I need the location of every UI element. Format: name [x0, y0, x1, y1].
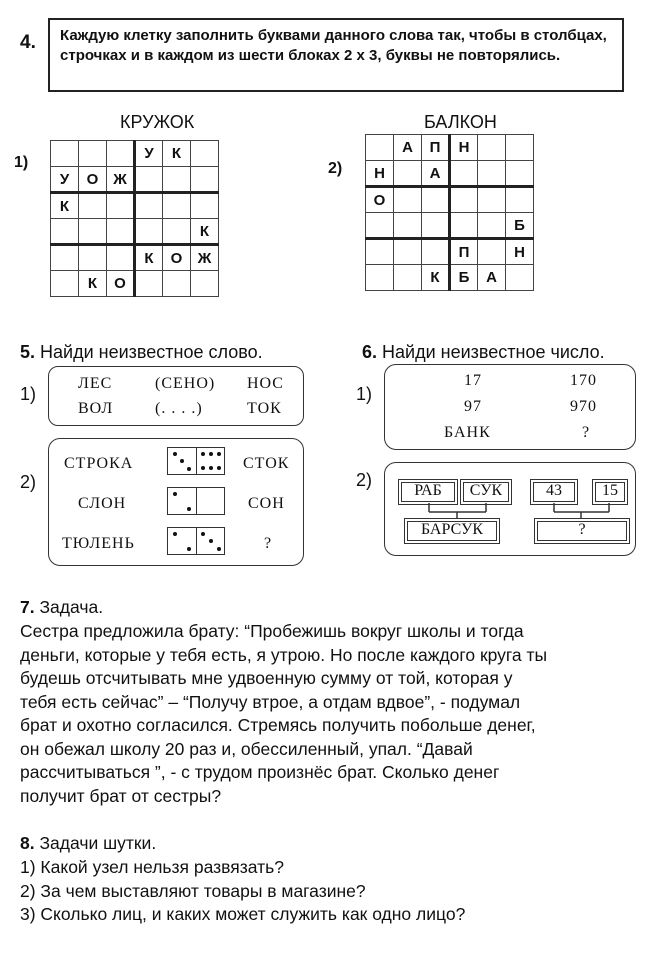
grid-cell: Н [366, 161, 394, 187]
t5p1-f: ТОК [247, 400, 282, 417]
grid-cell: К [79, 271, 107, 297]
t6p2-box-barsuk [404, 518, 500, 544]
grid-cell [366, 239, 394, 265]
domino-2 [167, 487, 225, 515]
task5-p1-label: 1) [20, 384, 37, 404]
grid-cell [51, 245, 79, 271]
t6p2-b6: ? [578, 521, 586, 538]
grid-cell [191, 167, 219, 193]
puzzle1-word: КРУЖОК [120, 112, 195, 132]
task4-instructions: Каждую клетку заполнить буквами данного слова так, чтобы в столбцах, строчках и в каждом из шести блоках 2 х 3, буквы не повторялись. [48, 18, 624, 92]
task7-line: будешь отсчитывать мне удвоенную сумму от той, которая у [20, 668, 513, 688]
t6p2-b5: БАРСУК [420, 521, 484, 538]
t5p1-c: НОС [247, 375, 284, 392]
grid-cell [478, 187, 506, 213]
grid-cell: Н [506, 239, 534, 265]
puzzle2-label: 2) [328, 160, 343, 177]
grid-row [366, 265, 534, 291]
t6p2-box-rab [398, 479, 458, 505]
grid-cell: К [422, 265, 450, 291]
grid-cell: О [366, 187, 394, 213]
grid-row [366, 213, 534, 239]
grid-cell [163, 193, 191, 219]
domino-2-left [168, 488, 196, 514]
grid-cell [79, 245, 107, 271]
grid-cell [450, 161, 478, 187]
grid-row [366, 135, 534, 161]
task7-line: брат и охотно согласился. Стремясь получить побольше денег, [20, 715, 536, 735]
domino-3-right [196, 528, 225, 554]
grid-cell [506, 187, 534, 213]
grid-cell: К [191, 219, 219, 245]
grid-cell: А [478, 265, 506, 291]
grid-row [51, 245, 219, 271]
task6-title-row [362, 342, 605, 363]
task8-heading-text: Задачи шутки. [39, 833, 157, 853]
grid-cell [163, 167, 191, 193]
grid-row [51, 271, 219, 297]
task8-heading [20, 832, 156, 856]
grid-cell [506, 161, 534, 187]
task6-number: 6. [362, 342, 378, 362]
grid-cell: Н [450, 135, 478, 161]
grid-row [51, 141, 219, 167]
grid-cell [366, 265, 394, 291]
grid-cell [107, 219, 135, 245]
grid-cell: О [163, 245, 191, 271]
t6p2-box-43 [530, 479, 578, 505]
task6-p1-frame [384, 364, 636, 450]
grid-cell [394, 239, 422, 265]
grid-cell [366, 135, 394, 161]
grid-cell: К [135, 245, 163, 271]
task7-line: деньги, которые у тебя есть, я утрою. Но после каждого круга ты [20, 644, 548, 665]
domino-2-right [196, 488, 225, 514]
domino-3 [167, 527, 225, 555]
t6p2-b3: 43 [546, 482, 562, 499]
grid-cell: У [51, 167, 79, 193]
grid-cell [450, 187, 478, 213]
task7-line: получит брат от сестры? [20, 785, 222, 806]
task8-item: 2) За чем выставляют товары в магазине? [20, 880, 366, 901]
t6p1-c: 97 [464, 398, 482, 415]
grid-cell [478, 213, 506, 239]
grid-cell [51, 219, 79, 245]
task7-heading-text: Задача. [39, 597, 104, 617]
grid-row [51, 167, 219, 193]
task8-number: 8. [20, 833, 35, 853]
domino-1 [167, 447, 225, 475]
t6p1-b: 170 [570, 372, 597, 389]
grid-cell [79, 219, 107, 245]
t6p2-box-suk [460, 479, 512, 505]
grid-cell: К [51, 193, 79, 219]
grid-cell [51, 141, 79, 167]
grid-cell: А [394, 135, 422, 161]
grid-cell [163, 271, 191, 297]
grid-cell [478, 239, 506, 265]
grid-cell [51, 271, 79, 297]
grid-cell: А [422, 161, 450, 187]
t5p1-e: (. . . .) [155, 400, 203, 417]
grid-cell [79, 141, 107, 167]
puzzle2-word: БАЛКОН [424, 112, 497, 132]
grid-cell: Ж [191, 245, 219, 271]
t6p1-d: 970 [570, 398, 597, 415]
domino-1-right [196, 448, 225, 474]
task8-list [20, 856, 465, 927]
grid-cell [191, 193, 219, 219]
t5p2-r3a: ТЮЛЕНЬ [62, 535, 135, 552]
grid-cell [191, 141, 219, 167]
t5p1-a: ЛЕС [78, 375, 113, 392]
t5p2-r2a: СЛОН [78, 495, 127, 512]
t6p2-box-15 [592, 479, 628, 505]
grid-cell: К [163, 141, 191, 167]
grid-cell: У [135, 141, 163, 167]
puzzle1-grid [50, 140, 219, 297]
grid-row [51, 193, 219, 219]
t5p1-b: (СЕНО) [155, 375, 216, 392]
task7-line: рассчитываться ”, - с трудом произнёс брат. Сколько денег [20, 762, 500, 782]
grid-cell [394, 265, 422, 291]
t6p2-box-question [534, 518, 630, 544]
grid-row [366, 187, 534, 213]
task6-p2-label: 2) [356, 470, 373, 490]
t5p1-d: ВОЛ [78, 400, 114, 417]
task7-body [20, 620, 650, 808]
grid-cell [422, 213, 450, 239]
t6p2-b1: РАБ [414, 482, 442, 499]
grid-cell [135, 271, 163, 297]
t5p2-r3c: ? [264, 535, 273, 552]
t6p1-e: БАНК [444, 424, 491, 441]
grid-cell [394, 161, 422, 187]
task7-line: он обежал школу 20 раз и, обессиленный, упал. “Давай [20, 738, 473, 759]
domino-3-left [168, 528, 196, 554]
t6p1-f: ? [582, 424, 591, 441]
grid-row [51, 219, 219, 245]
grid-cell [107, 141, 135, 167]
grid-cell [135, 167, 163, 193]
grid-cell [422, 239, 450, 265]
grid-cell [422, 187, 450, 213]
grid-row [366, 239, 534, 265]
t6p1-a: 17 [464, 372, 482, 389]
grid-cell [135, 193, 163, 219]
grid-cell [107, 193, 135, 219]
task6-title: Найди неизвестное число. [382, 342, 605, 362]
grid-cell [450, 213, 478, 239]
puzzle2-grid [365, 134, 534, 291]
task8-item: 3) Сколько лиц, и каких может служить как одно лицо? [20, 904, 466, 924]
grid-cell [135, 219, 163, 245]
task5-number: 5. [20, 342, 36, 362]
t6p2-b4: 15 [602, 482, 618, 499]
task6-p1-label: 1) [356, 384, 373, 404]
grid-cell: Б [450, 265, 478, 291]
grid-cell [107, 245, 135, 271]
grid-cell: Ж [107, 167, 135, 193]
grid-cell [478, 135, 506, 161]
grid-cell [191, 271, 219, 297]
task7-line: Сестра предложила брату: “Пробежишь вокруг школы и тогда [20, 621, 524, 641]
task5-p2-label: 2) [20, 472, 37, 492]
grid-cell: П [422, 135, 450, 161]
grid-cell: Б [506, 213, 534, 239]
t5p2-r1a: СТРОКА [64, 455, 134, 472]
task7-heading [20, 596, 103, 620]
grid-cell [394, 213, 422, 239]
grid-cell: О [79, 167, 107, 193]
grid-cell [366, 213, 394, 239]
grid-cell: О [107, 271, 135, 297]
grid-cell [478, 161, 506, 187]
grid-cell [506, 135, 534, 161]
grid-cell [394, 187, 422, 213]
grid-cell [163, 219, 191, 245]
task4-number: 4. [20, 32, 36, 53]
grid-cell [506, 265, 534, 291]
t5p2-r1c: СТОК [243, 455, 290, 472]
grid-row [366, 161, 534, 187]
domino-1-left [168, 448, 196, 474]
task8-item: 1) Какой узел нельзя развязать? [20, 857, 284, 877]
grid-cell [79, 193, 107, 219]
puzzle1-label: 1) [14, 154, 29, 171]
t6p2-b2: СУК [469, 482, 503, 499]
task5-title-row [20, 342, 263, 363]
task7-line: тебя есть сейчас” – “Получу втрое, а отдам вдвое”, - подумал [20, 691, 521, 712]
task5-title: Найди неизвестное слово. [40, 342, 263, 362]
t5p2-r2c: СОН [248, 495, 285, 512]
grid-cell: П [450, 239, 478, 265]
task7-number: 7. [20, 597, 35, 617]
